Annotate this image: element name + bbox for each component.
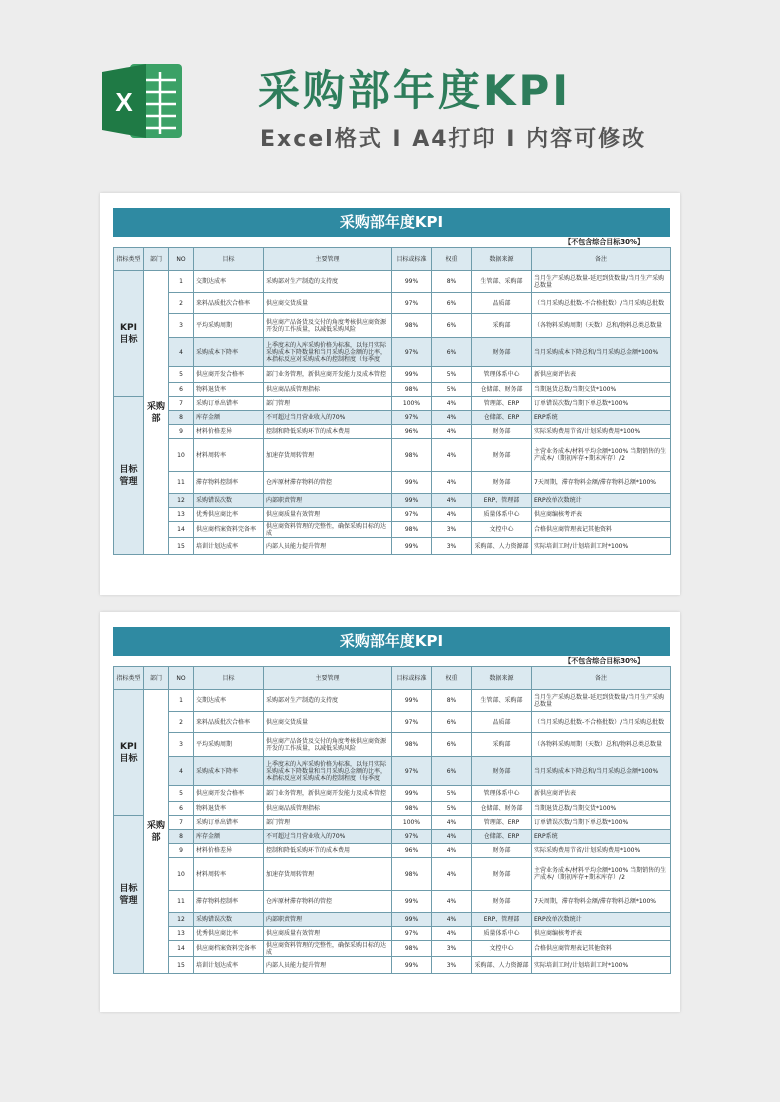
column-header: 部门 [144,667,169,690]
kpi-goal: 材料价格差异 [194,844,264,858]
kpi-standard: 97% [392,757,432,786]
kpi-goal: 滞存物料控制率 [194,891,264,913]
page-subtitle: Excel格式 I A4打印 I 内容可修改 [260,127,647,152]
kpi-management: 不可超过当月营业收入的70% [264,830,392,844]
kpi-remark: 实际培训工时/计划培训工时*100% [532,957,671,974]
table-row [114,439,671,472]
kpi-remark: 实际培训工时/计划培训工时*100% [532,538,671,555]
kpi-standard: 98% [392,383,432,397]
table-row [114,367,671,383]
kpi-management: 仓库原材滞存物料的管控 [264,891,392,913]
kpi-source: 财务部 [472,844,532,858]
kpi-management: 内部职责管理 [264,913,392,927]
kpi-weight: 4% [432,913,472,927]
table-row [114,757,671,786]
column-header: 指标类型 [114,248,144,271]
kpi-weight: 8% [432,271,472,293]
kpi-source: ERP、管理部 [472,913,532,927]
kpi-standard: 100% [392,397,432,411]
kpi-management: 加速存货周转管理 [264,439,392,472]
column-header: 目标 [194,248,264,271]
kpi-weight: 5% [432,802,472,816]
kpi-source: 财务部 [472,338,532,367]
kpi-weight: 4% [432,816,472,830]
kpi-remark: 当期退货总数/当期交货*100% [532,802,671,816]
column-header: 指标类型 [114,667,144,690]
kpi-management: 供应商产品备货及交付的角度考核供应商资源开发的工作质量，以减低采购风险 [264,733,392,757]
table-row [114,830,671,844]
column-header: 数据来源 [472,248,532,271]
department-cell: 采购 部 [144,271,169,555]
table-row [114,338,671,367]
table-row [114,802,671,816]
kpi-no: 1 [169,271,194,293]
kpi-no: 12 [169,913,194,927]
table-row [114,891,671,913]
kpi-goal: 库存金额 [194,411,264,425]
table-row [114,816,671,830]
column-header: 目标或标准 [392,248,432,271]
kpi-standard: 99% [392,786,432,802]
kpi-source: 财务部 [472,858,532,891]
kpi-remark: 供应商编核考评表 [532,927,671,941]
kpi-weight: 4% [432,439,472,472]
kpi-remark: 当月生产采购总数量-延迟到货数量/当月生产采购总数量 [532,271,671,293]
kpi-no: 13 [169,927,194,941]
kpi-source: 财务部 [472,891,532,913]
table-banner: 采购部年度KPI [113,627,670,656]
kpi-weight: 4% [432,830,472,844]
kpi-standard: 99% [392,367,432,383]
kpi-management: 供应商品质管理指标 [264,802,392,816]
indicator-type-cell: KPI 目标 [114,271,144,397]
kpi-no: 2 [169,293,194,314]
kpi-remark: （当月采购总批数-不合格批数）/当月采购总批数 [532,293,671,314]
kpi-standard: 99% [392,690,432,712]
kpi-remark: 当月采购成本下降总和/当月采购总金额*100% [532,338,671,367]
table-row [114,858,671,891]
kpi-management: 供应商交货质量 [264,293,392,314]
kpi-goal: 培训计划达成率 [194,957,264,974]
kpi-source: 品质部 [472,712,532,733]
kpi-no: 8 [169,411,194,425]
table-row [114,411,671,425]
table-header-row [114,248,671,271]
kpi-remark: 新供应商评估表 [532,786,671,802]
kpi-goal: 采购成本下降率 [194,757,264,786]
kpi-management: 部门管理 [264,816,392,830]
kpi-no: 9 [169,425,194,439]
table-row [114,927,671,941]
table-row [114,712,671,733]
column-header: 部门 [144,248,169,271]
kpi-standard: 96% [392,425,432,439]
kpi-source: 仓储部、ERP [472,830,532,844]
kpi-weight: 3% [432,941,472,957]
sheet-preview-1 [100,193,680,595]
kpi-no: 11 [169,472,194,494]
kpi-source: 财务部 [472,472,532,494]
kpi-management: 采购部对生产制造的支持度 [264,690,392,712]
kpi-source: 财务部 [472,425,532,439]
kpi-weight: 6% [432,757,472,786]
kpi-no: 8 [169,830,194,844]
kpi-standard: 96% [392,844,432,858]
kpi-no: 4 [169,757,194,786]
table-row [114,314,671,338]
column-header: NO [169,248,194,271]
kpi-no: 3 [169,733,194,757]
column-header: 备注 [532,248,671,271]
kpi-goal: 交期达成率 [194,690,264,712]
kpi-standard: 99% [392,494,432,508]
kpi-remark: 订单错误次数/当期下单总数*100% [532,397,671,411]
kpi-source: 采购部、人力资源部 [472,957,532,974]
table-row [114,844,671,858]
kpi-standard: 99% [392,271,432,293]
kpi-weight: 8% [432,690,472,712]
kpi-remark: 7天周期，滞存物料金额/滞存物料总额*100% [532,472,671,494]
kpi-goal: 库存金额 [194,830,264,844]
table-row [114,957,671,974]
kpi-management: 供应商质量有效管理 [264,508,392,522]
kpi-goal: 物料退货率 [194,802,264,816]
column-header: 数据来源 [472,667,532,690]
kpi-goal: 采购订单出错率 [194,397,264,411]
sheet-preview-2 [100,612,680,1012]
kpi-management: 部门管理 [264,397,392,411]
kpi-no: 15 [169,538,194,555]
kpi-goal: 采购成本下降率 [194,338,264,367]
kpi-remark: （各物料采购周期（天数）总和/物料总类总数量 [532,314,671,338]
kpi-no: 10 [169,858,194,891]
kpi-source: 仓储部、财务部 [472,383,532,397]
kpi-goal: 采购错误次数 [194,494,264,508]
kpi-weight: 4% [432,858,472,891]
kpi-weight: 4% [432,425,472,439]
kpi-goal: 优秀供应商比率 [194,927,264,941]
kpi-goal: 培训计划达成率 [194,538,264,555]
table-row [114,293,671,314]
kpi-weight: 5% [432,367,472,383]
header [0,0,780,190]
kpi-remark: 当月采购成本下降总和/当月采购总金额*100% [532,757,671,786]
column-header: 权重 [432,667,472,690]
kpi-source: 财务部 [472,757,532,786]
kpi-table [113,666,671,974]
kpi-weight: 4% [432,844,472,858]
kpi-management: 上季度末的入库采购价格为标准，以每月实际采购成本下降数量和当月采购总金额的比率，本指标反应对采购成本的控制程度（每季度 [264,757,392,786]
table-row [114,733,671,757]
kpi-remark: ERP系统 [532,411,671,425]
kpi-no: 6 [169,802,194,816]
kpi-source: 管理体系中心 [472,786,532,802]
kpi-management: 仓库原材滞存物料的管控 [264,472,392,494]
column-header: 目标或标准 [392,667,432,690]
kpi-no: 4 [169,338,194,367]
table-row [114,786,671,802]
kpi-remark: 当期退货总数/当期交货*100% [532,383,671,397]
kpi-remark: 实际采购费用节省/计划采购费用*100% [532,844,671,858]
kpi-no: 10 [169,439,194,472]
column-header: 权重 [432,248,472,271]
kpi-remark: 新供应商评估表 [532,367,671,383]
kpi-weight: 6% [432,712,472,733]
kpi-weight: 6% [432,338,472,367]
kpi-management: 供应商资料管理的完整性，确保采购目标的达成 [264,522,392,538]
kpi-weight: 4% [432,508,472,522]
kpi-no: 7 [169,816,194,830]
kpi-management: 内部人员能力提升管理 [264,957,392,974]
table-row [114,383,671,397]
kpi-goal: 材料价格差异 [194,425,264,439]
kpi-weight: 4% [432,411,472,425]
kpi-management: 供应商交货质量 [264,712,392,733]
kpi-no: 14 [169,522,194,538]
table-row [114,425,671,439]
kpi-no: 1 [169,690,194,712]
kpi-standard: 97% [392,830,432,844]
table-row [114,494,671,508]
kpi-standard: 99% [392,957,432,974]
table-row [114,271,671,293]
kpi-goal: 供应商开发合格率 [194,786,264,802]
kpi-weight: 3% [432,538,472,555]
kpi-no: 13 [169,508,194,522]
kpi-source: 文控中心 [472,522,532,538]
kpi-goal: 供应商档案资料完备率 [194,522,264,538]
kpi-management: 加速存货周转管理 [264,858,392,891]
table-row [114,913,671,927]
kpi-weight: 6% [432,293,472,314]
table-note: 【不包含综合目标30%】 [564,657,644,665]
kpi-management: 供应商资料管理的完整性，确保采购目标的达成 [264,941,392,957]
kpi-source: 生管部、采购部 [472,271,532,293]
kpi-source: 采购部 [472,314,532,338]
indicator-type-cell: 目标 管理 [114,397,144,555]
indicator-type-cell: 目标 管理 [114,816,144,974]
table-row [114,941,671,957]
page-title: 采购部年度KPI [258,66,571,115]
kpi-remark: 合格供应商管理表记其他资料 [532,941,671,957]
table-row [114,508,671,522]
kpi-no: 6 [169,383,194,397]
kpi-goal: 采购错误次数 [194,913,264,927]
kpi-no: 11 [169,891,194,913]
kpi-management: 内部人员能力提升管理 [264,538,392,555]
kpi-source: 管理体系中心 [472,367,532,383]
kpi-source: 采购部 [472,733,532,757]
kpi-weight: 5% [432,786,472,802]
kpi-management: 供应商产品备货及交付的角度考核供应商资源开发的工作质量，以减低采购风险 [264,314,392,338]
kpi-goal: 来料品质批次合格率 [194,293,264,314]
kpi-no: 3 [169,314,194,338]
kpi-no: 5 [169,367,194,383]
kpi-weight: 4% [432,891,472,913]
kpi-source: 财务部 [472,439,532,472]
kpi-source: 质量体系中心 [472,927,532,941]
kpi-weight: 6% [432,314,472,338]
kpi-remark: （当月采购总批数-不合格批数）/当月采购总批数 [532,712,671,733]
kpi-source: 文控中心 [472,941,532,957]
kpi-management: 控制和降低采购环节的成本费用 [264,844,392,858]
kpi-no: 5 [169,786,194,802]
kpi-standard: 98% [392,439,432,472]
kpi-no: 12 [169,494,194,508]
kpi-no: 14 [169,941,194,957]
kpi-goal: 平均采购周期 [194,314,264,338]
kpi-remark: ERP改单次数统计 [532,913,671,927]
kpi-weight: 4% [432,397,472,411]
kpi-standard: 98% [392,941,432,957]
kpi-source: 质量体系中心 [472,508,532,522]
kpi-goal: 来料品质批次合格率 [194,712,264,733]
kpi-remark: 主营业务成本/材料平均余额*100% 当期销售的生产成本/（期初库存+期末库存）/2 [532,858,671,891]
kpi-management: 内部职责管理 [264,494,392,508]
kpi-standard: 98% [392,522,432,538]
kpi-standard: 97% [392,508,432,522]
kpi-source: 采购部、人力资源部 [472,538,532,555]
kpi-standard: 97% [392,712,432,733]
kpi-standard: 99% [392,538,432,555]
kpi-source: ERP、管理部 [472,494,532,508]
kpi-weight: 3% [432,522,472,538]
table-row [114,522,671,538]
kpi-weight: 4% [432,494,472,508]
kpi-remark: （各物料采购周期（天数）总和/物料总类总数量 [532,733,671,757]
table-row [114,472,671,494]
kpi-management: 供应商质量有效管理 [264,927,392,941]
kpi-source: 品质部 [472,293,532,314]
kpi-standard: 98% [392,314,432,338]
kpi-remark: ERP系统 [532,830,671,844]
table-row [114,397,671,411]
kpi-goal: 平均采购周期 [194,733,264,757]
kpi-remark: 实际采购费用节省/计划采购费用*100% [532,425,671,439]
kpi-weight: 3% [432,957,472,974]
table-banner: 采购部年度KPI [113,208,670,237]
excel-logo-letter: X [115,87,133,117]
kpi-standard: 100% [392,816,432,830]
table-note: 【不包含综合目标30%】 [564,238,644,246]
kpi-management: 供应商品质管理指标 [264,383,392,397]
column-header: 主要管理 [264,667,392,690]
kpi-remark: 主营业务成本/材料平均余额*100% 当期销售的生产成本/（期初库存+期末库存）/2 [532,439,671,472]
kpi-remark: 当月生产采购总数量-延迟到货数量/当月生产采购总数量 [532,690,671,712]
kpi-standard: 97% [392,411,432,425]
kpi-weight: 4% [432,927,472,941]
kpi-goal: 材料周转率 [194,439,264,472]
kpi-remark: 合格供应商管理表记其他资料 [532,522,671,538]
kpi-management: 部门业务管理，新供应商开发能力及成本管控 [264,786,392,802]
kpi-standard: 99% [392,891,432,913]
column-header: 主要管理 [264,248,392,271]
department-cell: 采购 部 [144,690,169,974]
table-header-row [114,667,671,690]
kpi-goal: 滞存物料控制率 [194,472,264,494]
kpi-source: 仓储部、ERP [472,411,532,425]
kpi-table [113,247,671,555]
kpi-management: 不可超过当月营业收入的70% [264,411,392,425]
kpi-remark: 7天周期，滞存物料金额/滞存物料总额*100% [532,891,671,913]
kpi-remark: ERP改单次数统计 [532,494,671,508]
kpi-standard: 97% [392,293,432,314]
kpi-standard: 98% [392,802,432,816]
kpi-source: 管理部、ERP [472,816,532,830]
table-row [114,538,671,555]
indicator-type-cell: KPI 目标 [114,690,144,816]
kpi-weight: 5% [432,383,472,397]
kpi-standard: 99% [392,913,432,927]
kpi-weight: 6% [432,733,472,757]
kpi-goal: 采购订单出错率 [194,816,264,830]
kpi-source: 生管部、采购部 [472,690,532,712]
kpi-management: 部门业务管理，新供应商开发能力及成本管控 [264,367,392,383]
column-header: 目标 [194,667,264,690]
kpi-document [113,208,670,555]
kpi-standard: 99% [392,472,432,494]
kpi-management: 上季度末的入库采购价格为标准，以每月实际采购成本下降数量和当月采购总金额的比率，本指标反应对采购成本的控制程度（每季度 [264,338,392,367]
column-header: 备注 [532,667,671,690]
kpi-standard: 98% [392,858,432,891]
column-header: NO [169,667,194,690]
kpi-no: 15 [169,957,194,974]
kpi-goal: 材料周转率 [194,858,264,891]
kpi-document [113,627,670,974]
kpi-remark: 供应商编核考评表 [532,508,671,522]
kpi-source: 管理部、ERP [472,397,532,411]
kpi-standard: 97% [392,927,432,941]
kpi-goal: 供应商档案资料完备率 [194,941,264,957]
kpi-goal: 交期达成率 [194,271,264,293]
kpi-weight: 4% [432,472,472,494]
kpi-goal: 优秀供应商比率 [194,508,264,522]
kpi-no: 2 [169,712,194,733]
kpi-no: 9 [169,844,194,858]
kpi-remark: 订单错误次数/当期下单总数*100% [532,816,671,830]
kpi-standard: 97% [392,338,432,367]
kpi-management: 采购部对生产制造的支持度 [264,271,392,293]
kpi-source: 仓储部、财务部 [472,802,532,816]
kpi-goal: 物料退货率 [194,383,264,397]
excel-icon [100,58,186,144]
kpi-no: 7 [169,397,194,411]
kpi-standard: 98% [392,733,432,757]
table-row [114,690,671,712]
kpi-management: 控制和降低采购环节的成本费用 [264,425,392,439]
kpi-goal: 供应商开发合格率 [194,367,264,383]
